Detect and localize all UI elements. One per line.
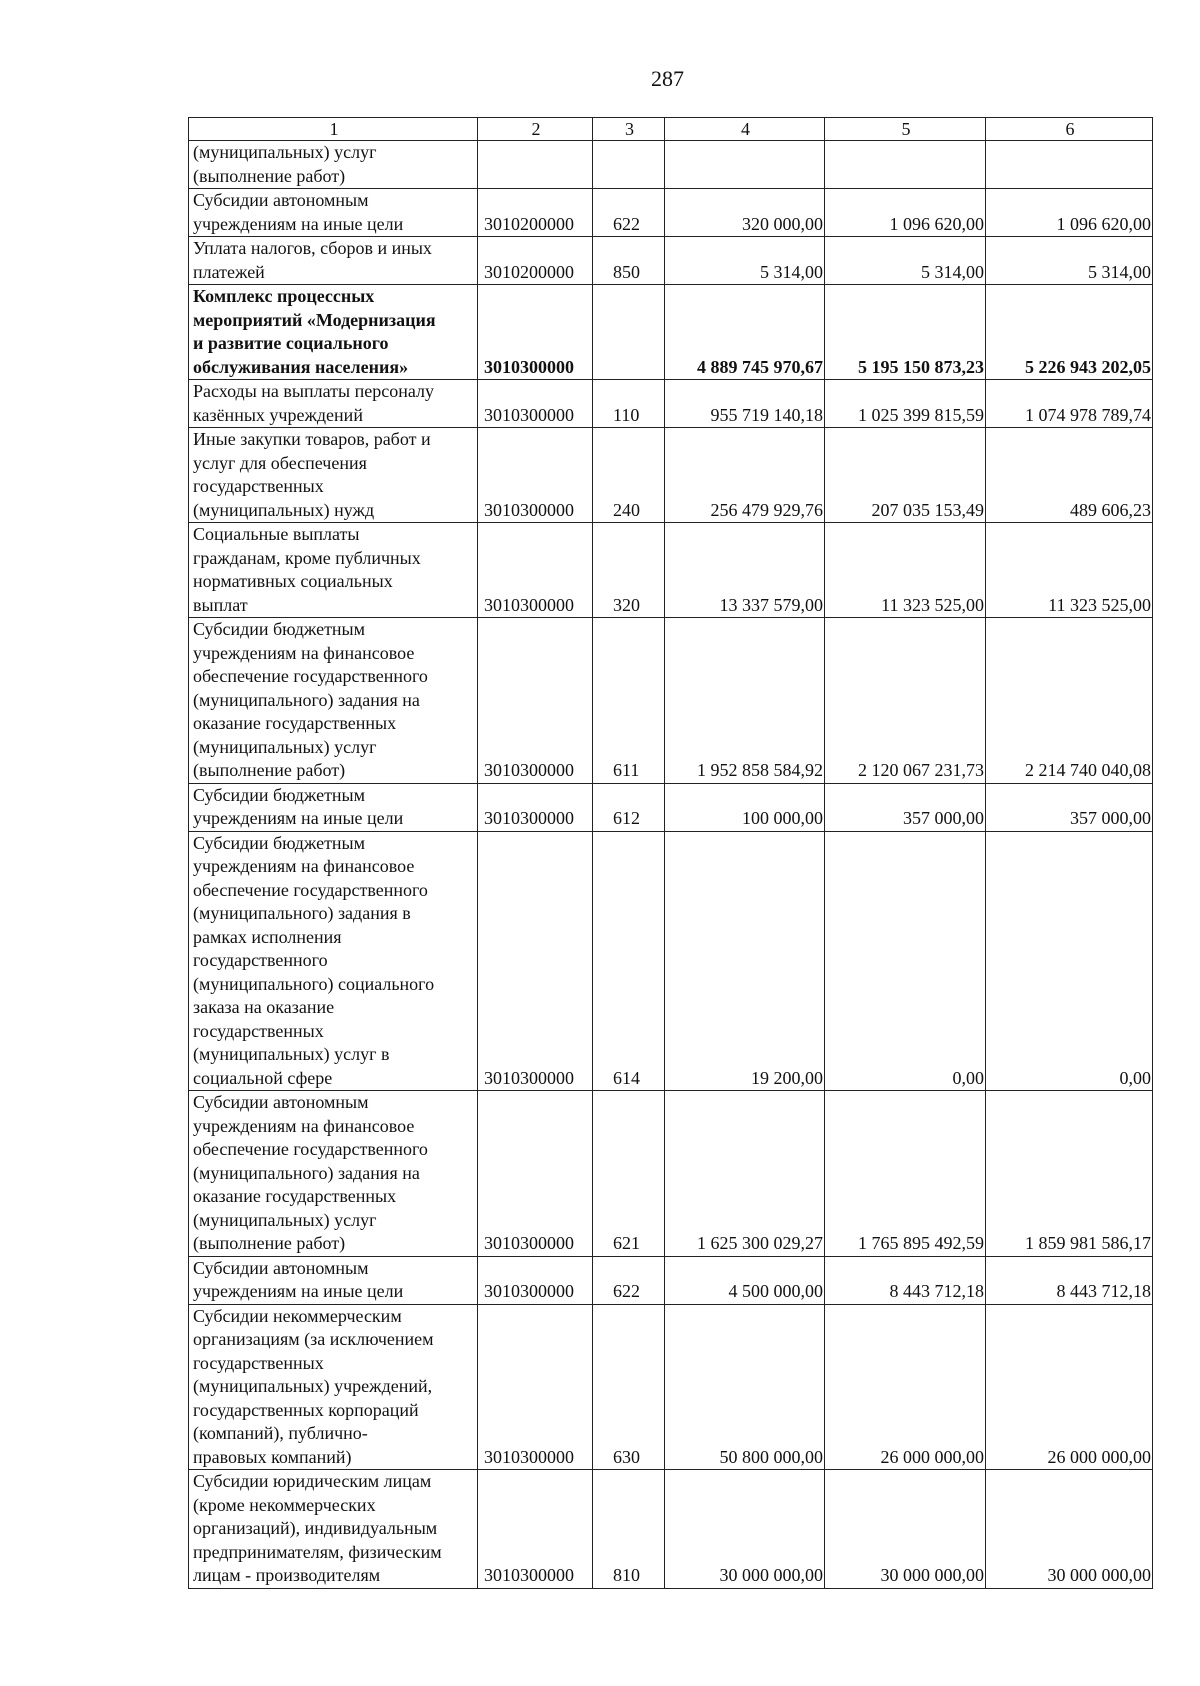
table-row (189, 189, 1153, 237)
row-name-line: Комплекс процессных (193, 286, 375, 306)
amount-cell-col5: 207 035 153,49 (825, 428, 986, 523)
row-name-line: гражданам, кроме публичных (193, 547, 421, 568)
amount-cell-col5: 11 323 525,00 (825, 523, 986, 618)
row-name-line: Субсидии некоммерческим (193, 1305, 402, 1326)
column-header: 3 (593, 118, 665, 141)
row-name-line: Расходы на выплаты персоналу (193, 381, 434, 401)
amount-cell-col4: 1 625 300 029,27 (665, 1091, 825, 1257)
table-header-row (189, 118, 1153, 141)
amount-cell-col6: 357 000,00 (986, 783, 1153, 831)
expense-type-cell: 810 (593, 1470, 665, 1589)
column-header: 4 (665, 118, 825, 141)
target-code-cell: 3010300000 (478, 831, 593, 1091)
amount-cell-col5: 357 000,00 (825, 783, 986, 831)
expense-type-cell: 320 (593, 523, 665, 618)
table-row (189, 428, 1153, 523)
expense-type-cell: 611 (593, 618, 665, 784)
amount-cell-col4: 19 200,00 (665, 831, 825, 1091)
table-row (189, 831, 1153, 1091)
row-name-line: нормативных социальных (193, 571, 393, 591)
row-name-line: (муниципального) задания в (193, 903, 411, 923)
target-code-cell: 3010300000 (478, 380, 593, 428)
row-name-cell (189, 1470, 478, 1589)
row-name-line: государственного (193, 950, 328, 970)
amount-cell-col6: 11 323 525,00 (986, 523, 1153, 618)
row-name-cell (189, 783, 478, 831)
amount-cell-col4: 50 800 000,00 (665, 1304, 825, 1470)
row-name-line: государственных (193, 1352, 324, 1373)
row-name-line: и развитие социального (193, 333, 389, 353)
expense-type-cell: 614 (593, 831, 665, 1091)
amount-cell-col6: 489 606,23 (986, 428, 1153, 523)
row-name-line: (муниципального) задания на (193, 689, 420, 710)
row-name-line: (муниципального) социального (193, 973, 435, 994)
row-name-line: (муниципальных) услуг (193, 142, 377, 162)
target-code-cell: 3010200000 (478, 237, 593, 285)
table-row (189, 237, 1153, 285)
column-header: 2 (478, 118, 593, 141)
row-name-line: (муниципального) задания на (193, 1162, 420, 1183)
column-header: 5 (825, 118, 986, 141)
amount-cell-col6 (986, 141, 1153, 189)
column-header: 6 (986, 118, 1153, 141)
amount-cell-col4: 5 314,00 (665, 237, 825, 285)
target-code-cell: 3010300000 (478, 618, 593, 784)
amount-cell-col6: 5 314,00 (986, 237, 1153, 285)
row-name-line: правовых компаний) (193, 1446, 352, 1467)
column-header: 1 (189, 118, 478, 141)
table-row (189, 285, 1153, 380)
expense-type-cell (593, 141, 665, 189)
row-name-line: организаций), индивидуальным (193, 1518, 438, 1538)
amount-cell-col4: 256 479 929,76 (665, 428, 825, 523)
amount-cell-col5: 2 120 067 231,73 (825, 618, 986, 784)
page-number: 287 (651, 66, 684, 91)
target-code-cell (478, 141, 593, 189)
amount-cell-col6: 2 214 740 040,08 (986, 618, 1153, 784)
expense-type-cell: 240 (593, 428, 665, 523)
expense-type-cell: 110 (593, 380, 665, 428)
target-code-cell: 3010200000 (478, 189, 593, 237)
row-name-line: оказание государственных (193, 1186, 397, 1206)
expense-type-cell: 622 (593, 189, 665, 237)
row-name-line: обслуживания населения» (193, 356, 409, 377)
target-code-cell: 3010300000 (478, 523, 593, 618)
row-name-line: учреждениям на иные цели (193, 213, 404, 234)
amount-cell-col5: 5 314,00 (825, 237, 986, 285)
row-name-line: Субсидии бюджетным (193, 784, 366, 805)
target-code-cell: 3010300000 (478, 1304, 593, 1470)
row-name-line: казённых учреждений (193, 404, 363, 425)
row-name-line: учреждениям на иные цели (193, 1281, 404, 1301)
row-name-line: (муниципальных) услуг (193, 736, 377, 757)
row-name-line: (муниципальных) учреждений, (193, 1376, 433, 1396)
amount-cell-col6: 1 096 620,00 (986, 189, 1153, 237)
row-name-line: учреждениям на финансовое (193, 642, 415, 663)
amount-cell-col4: 100 000,00 (665, 783, 825, 831)
row-name-cell (189, 380, 478, 428)
expense-type-cell (593, 285, 665, 380)
amount-cell-col5: 0,00 (825, 831, 986, 1091)
row-name-line: мероприятий «Модернизация (193, 309, 436, 330)
row-name-line: рамках исполнения (193, 926, 342, 947)
target-code-cell: 3010300000 (478, 1091, 593, 1257)
expense-type-cell: 612 (593, 783, 665, 831)
amount-cell-col5 (825, 141, 986, 189)
table-row (189, 523, 1153, 618)
row-name-line: Субсидии автономным (193, 190, 369, 210)
amount-cell-col4: 1 952 858 584,92 (665, 618, 825, 784)
row-name-line: Социальные выплаты (193, 524, 360, 544)
table-body (189, 141, 1153, 1589)
row-name-line: учреждениям на финансовое (193, 1115, 415, 1136)
row-name-cell (189, 189, 478, 237)
row-name-line: лицам - производителям (193, 1565, 381, 1585)
row-name-cell (189, 618, 478, 784)
target-code-cell: 3010300000 (478, 783, 593, 831)
target-code-cell: 3010300000 (478, 428, 593, 523)
row-name-line: (выполнение работ) (193, 760, 346, 780)
table-row (189, 141, 1153, 189)
amount-cell-col4 (665, 141, 825, 189)
row-name-line: услуг для обеспечения (193, 452, 367, 473)
row-name-cell (189, 285, 478, 380)
row-name-line: государственных (193, 1020, 324, 1041)
row-name-line: Субсидии бюджетным (193, 619, 366, 639)
amount-cell-col6: 30 000 000,00 (986, 1470, 1153, 1589)
budget-table (188, 117, 1153, 1589)
row-name-line: Субсидии автономным (193, 1257, 369, 1278)
amount-cell-col4: 4 889 745 970,67 (665, 285, 825, 380)
row-name-line: Субсидии бюджетным (193, 832, 366, 853)
row-name-cell (189, 428, 478, 523)
table-row (189, 783, 1153, 831)
row-name-cell (189, 523, 478, 618)
amount-cell-col4: 955 719 140,18 (665, 380, 825, 428)
row-name-line: платежей (193, 261, 265, 282)
amount-cell-col4: 4 500 000,00 (665, 1256, 825, 1304)
table-row (189, 1256, 1153, 1304)
row-name-line: (муниципальных) услуг в (193, 1044, 390, 1064)
target-code-cell: 3010300000 (478, 1470, 593, 1589)
table-row (189, 380, 1153, 428)
row-name-line: государственных корпораций (193, 1399, 419, 1420)
row-name-line: (выполнение работ) (193, 165, 346, 186)
row-name-line: учреждениям на финансовое (193, 856, 415, 876)
table-row (189, 618, 1153, 784)
row-name-line: учреждениям на иные цели (193, 808, 404, 828)
table-row (189, 1304, 1153, 1470)
amount-cell-col6: 5 226 943 202,05 (986, 285, 1153, 380)
amount-cell-col5: 30 000 000,00 (825, 1470, 986, 1589)
target-code-cell: 3010300000 (478, 1256, 593, 1304)
table-row (189, 1091, 1153, 1257)
row-name-cell (189, 237, 478, 285)
amount-cell-col5: 1 025 399 815,59 (825, 380, 986, 428)
row-name-line: (выполнение работ) (193, 1233, 346, 1253)
amount-cell-col5: 1 096 620,00 (825, 189, 986, 237)
expense-type-cell: 850 (593, 237, 665, 285)
row-name-line: Уплата налогов, сборов и иных (193, 238, 432, 258)
row-name-cell (189, 831, 478, 1091)
amount-cell-col6: 8 443 712,18 (986, 1256, 1153, 1304)
expense-type-cell: 630 (593, 1304, 665, 1470)
expense-type-cell: 621 (593, 1091, 665, 1257)
row-name-line: обеспечение государственного (193, 666, 428, 686)
row-name-line: государственных (193, 476, 324, 496)
amount-cell-col4: 13 337 579,00 (665, 523, 825, 618)
target-code-cell: 3010300000 (478, 285, 593, 380)
amount-cell-col5: 26 000 000,00 (825, 1304, 986, 1470)
row-name-line: Субсидии автономным (193, 1092, 369, 1112)
row-name-cell (189, 1256, 478, 1304)
table-row (189, 1470, 1153, 1589)
amount-cell-col6: 1 859 981 586,17 (986, 1091, 1153, 1257)
row-name-line: Субсидии юридическим лицам (193, 1471, 432, 1491)
row-name-line: заказа на оказание (193, 997, 335, 1017)
row-name-line: обеспечение государственного (193, 879, 428, 900)
row-name-cell (189, 141, 478, 189)
row-name-line: обеспечение государственного (193, 1139, 428, 1159)
amount-cell-col5: 8 443 712,18 (825, 1256, 986, 1304)
row-name-line: (муниципальных) услуг (193, 1209, 377, 1230)
row-name-cell (189, 1091, 478, 1257)
amount-cell-col6: 0,00 (986, 831, 1153, 1091)
amount-cell-col6: 26 000 000,00 (986, 1304, 1153, 1470)
amount-cell-col6: 1 074 978 789,74 (986, 380, 1153, 428)
amount-cell-col5: 5 195 150 873,23 (825, 285, 986, 380)
row-name-line: выплат (193, 594, 248, 615)
row-name-line: (кроме некоммерческих (193, 1494, 376, 1515)
amount-cell-col4: 320 000,00 (665, 189, 825, 237)
expense-type-cell: 622 (593, 1256, 665, 1304)
row-name-line: (муниципальных) нужд (193, 499, 375, 520)
row-name-cell (189, 1304, 478, 1470)
row-name-line: социальной сфере (193, 1067, 333, 1088)
row-name-line: Иные закупки товаров, работ и (193, 429, 431, 449)
amount-cell-col4: 30 000 000,00 (665, 1470, 825, 1589)
row-name-line: организациям (за исключением (193, 1329, 434, 1349)
amount-cell-col5: 1 765 895 492,59 (825, 1091, 986, 1257)
row-name-line: оказание государственных (193, 713, 397, 733)
row-name-line: предпринимателям, физическим (193, 1541, 442, 1562)
row-name-line: (компаний), публично- (193, 1423, 368, 1443)
